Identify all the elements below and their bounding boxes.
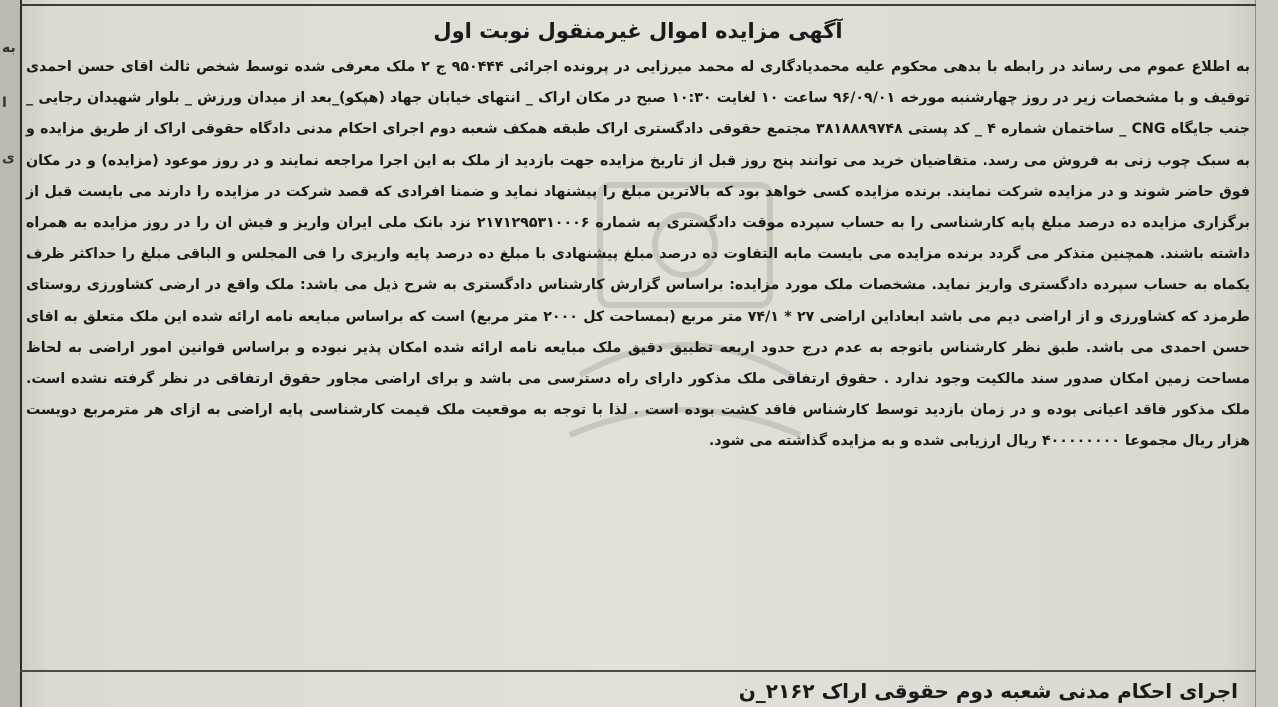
margin-fragment: به: [2, 40, 16, 56]
right-page-edge: [1255, 0, 1278, 707]
notice-body: به اطلاع عموم می رساند در رابطه با بدهی محکوم علیه محمدیادگاری له محمد میرزایی در پرونده اجرائی ۹۵۰۴۴۴ ج ۲ ملک معرفی شده توسط شخص ثالث اقای حسن احمدی توقیف و با مشخصات زیر در روز چهارشنبه مورخه ۹۶/۰۹/۰۱ ساعت ۱۰ لغایت ۱۰:۳۰ صبح در مکان اراک _ انتهای خیابان جهاد (هپکو)_بعد از میدان ورزش _ بلوار شهیدان رجایی _ جنب جایگاه CNG _ ساختمان شماره ۴ _ کد پستی ۳۸۱۸۸۸۹۷۴۸ مجتمع حقوقی دادگستری اراک طبقه همکف شعبه دوم اجرای احکام مدنی دادگاه حقوقی اراک از طریق مزایده و به سبک چوب زنی به فروش می رسد. متقاضیان خرید می توانند پنج روز قبل از تاریخ مزایده جهت بازدید از ملک به این اجرا مراجعه نمایند و در روز موعود (مزایده) و در مکان فوق حاضر شوند و در مزایده شرکت نمایند. برنده مزایده کسی خواهد بود که بالاترین مبلغ را پیشنهاد نماید و ضمنا افرادی که قصد شرکت در مزایده را دارند می بایست قبل از برگزاری مزایده ده درصد مبلغ پایه کارشناسی را به حساب سپرده موقت دادگستری به شماره ۲۱۷۱۲۹۵۳۱۰۰۰۶ نزد بانک ملی ایران واریز و فیش ان را در روز مزایده به همراه داشته باشند. همچنین متذکر می گردد برنده مزایده می بایست مابه التفاوت ده درصد مبلغ پیشنهادی با مبلغ ده درصد پایه واریزی را فی المجلس و الباقی مبلغ را حداکثر ظرف یکماه به حساب سپرده دادگستری واریز نماید. مشخصات ملک مورد مزایده: براساس گزارش کارشناس دادگستری به شرح ذیل می باشد: ملک واقع در ارضی کشاورزی روستای طرمزد که کشاورزی و از اراضی دیم می باشد ابعاداین اراضی ۲۷ * ۷۴/۱ متر مربع (بمساحت کل ۲۰۰۰ متر مربع) است که براساس مبایعه نامه ارائه شده این ملک متعلق به اقای حسن احمدی می باشد. طبق نظر کارشناس باتوجه به عدم درج حدود اربعه تطبیق دقیق ملک مبایعه نامه ارائه شده امکان پذیر نبوده و براساس قوانین امور اراضی به لحاظ مساحت زمین امکان صدور سند مالکیت وجود ندارد . حقوق ارتفاقی ملک مذکور دارای راه دسترسی می باشد و برای اراضی مجاور حقوق ارتفاقی در نظر گرفته نشده است. ملک مذکور فاقد اعیانی بوده و در زمان بازدید توسط کارشناس فاقد کشت بوده است . لذا با توجه به موقعیت ملک قیمت کارشناسی پایه اراضی به ازای هر مترمربع دویست هزار ریال مجموعا ۴۰۰۰۰۰۰۰۰ ریال ارزیابی شده و به مزایده گذاشته می شود.: [26, 59, 1250, 450]
auction-notice: [26, 14, 1250, 458]
issuing-office: اجرای احکام مدنی شعبه دوم حقوقی اراک ۲۱۶۲_ن: [738, 679, 1238, 703]
margin-fragment: ی: [2, 150, 15, 166]
left-page-edge: [0, 0, 22, 707]
margin-fragment: ا: [2, 95, 7, 111]
top-divider: [20, 4, 1256, 6]
footer-divider: [20, 670, 1256, 672]
notice-title: آگهی مزایده اموال غیرمنقول نوبت اول: [433, 19, 843, 43]
